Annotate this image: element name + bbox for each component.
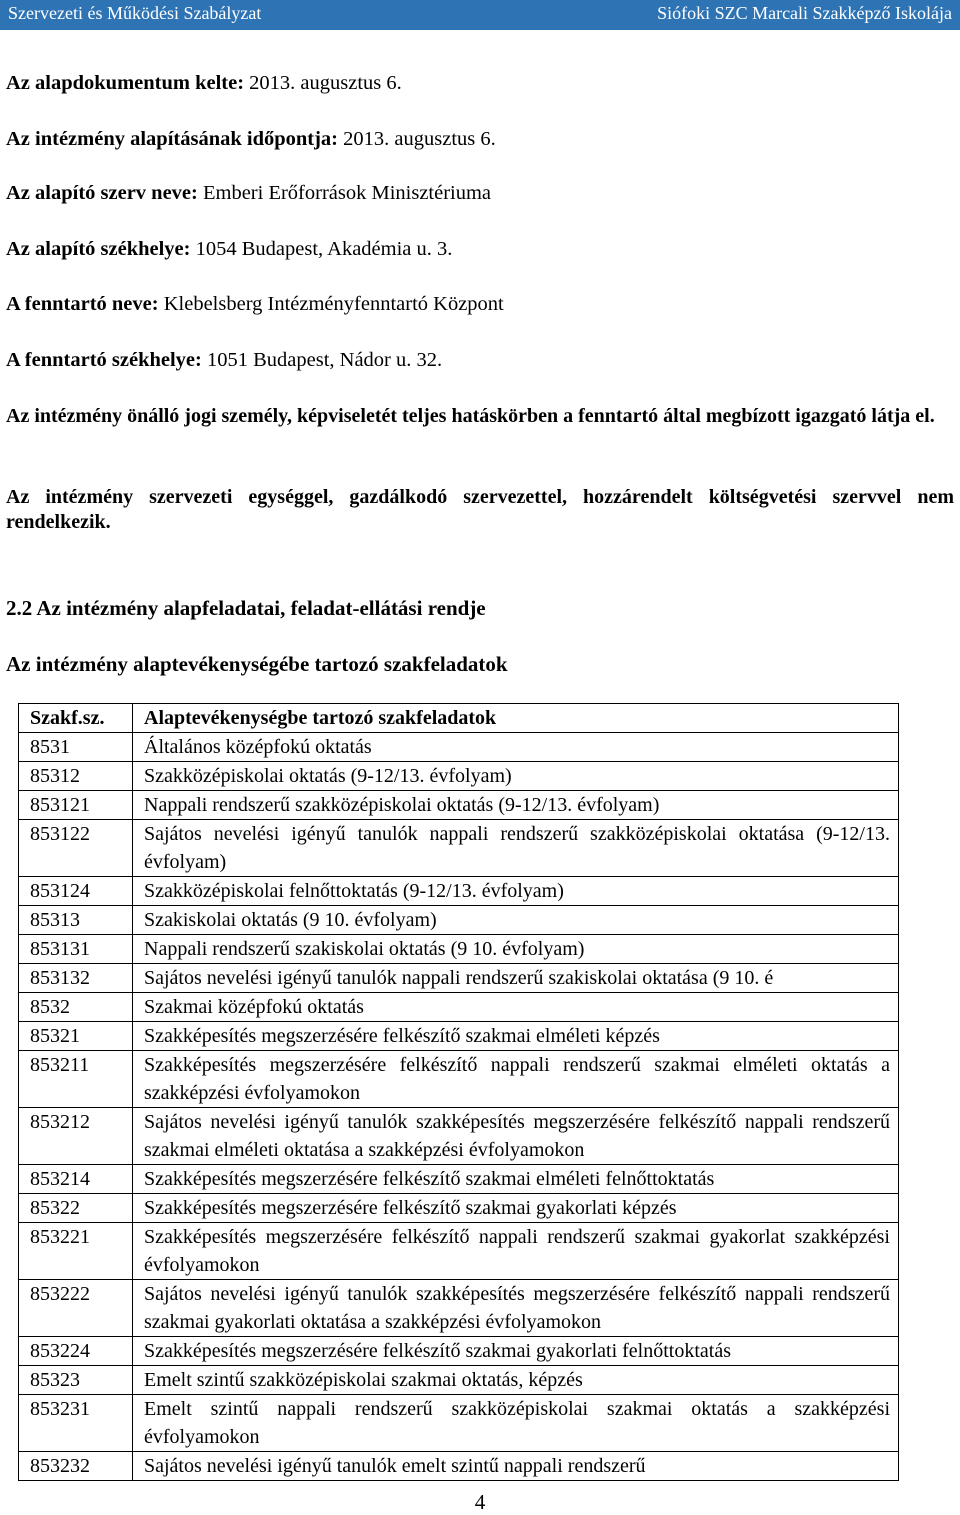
info-value: Klebelsberg Intézményfenntartó Központ <box>163 293 504 315</box>
subsection-title: Az intézmény alaptevékenységébe tartozó szakfeladatok <box>6 652 508 676</box>
info-line-maintainer-seat <box>6 347 442 373</box>
section-title: 2.2 Az intézmény alapfeladatai, feladat-ellátási rendje <box>6 596 486 620</box>
task-code: 85313 <box>19 906 133 935</box>
task-code: 853212 <box>19 1108 133 1165</box>
task-code-table <box>18 703 899 1481</box>
task-description: Általános középfokú oktatás <box>133 733 899 762</box>
info-line-founding-date <box>6 126 496 152</box>
task-description: Sajátos nevelési igényű tanulók szakképesítés megszerzésére felkészítő nappali rendszerű szakmai gyakorlati oktatása a szakképzési évfolyamokon <box>133 1280 899 1337</box>
table-header-row <box>19 704 899 733</box>
table-row <box>19 964 899 993</box>
page-header <box>0 0 960 30</box>
task-code: 853122 <box>19 820 133 877</box>
task-code: 853131 <box>19 935 133 964</box>
table-row <box>19 733 899 762</box>
table-row <box>19 1165 899 1194</box>
table-row <box>19 1223 899 1280</box>
table-row <box>19 877 899 906</box>
table-row <box>19 1366 899 1395</box>
info-line-founder-name <box>6 180 491 206</box>
page-number: 4 <box>474 1490 486 1514</box>
table-row <box>19 791 899 820</box>
task-code: 853224 <box>19 1337 133 1366</box>
task-description: Szakképesítés megszerzésére felkészítő nappali rendszerű szakmai elméleti oktatás a szakképzési évfolyamokon <box>133 1051 899 1108</box>
task-description: Szakképesítés megszerzésére felkészítő szakmai elméleti felnőttoktatás <box>133 1165 899 1194</box>
table-row <box>19 820 899 877</box>
task-description: Szakközépiskolai oktatás (9-12/13. évfolyam) <box>133 762 899 791</box>
table-row <box>19 762 899 791</box>
task-code: 853222 <box>19 1280 133 1337</box>
header-document-title: Szervezeti és Működési Szabályzat <box>8 3 262 23</box>
task-description: Nappali rendszerű szakiskolai oktatás (9 10. évfolyam) <box>133 935 899 964</box>
task-description: Szakképesítés megszerzésére felkészítő szakmai gyakorlati felnőttoktatás <box>133 1337 899 1366</box>
task-code: 853221 <box>19 1223 133 1280</box>
task-description: Szakképesítés megszerzésére felkészítő szakmai gyakorlati képzés <box>133 1194 899 1223</box>
task-code: 853231 <box>19 1395 133 1452</box>
table-row <box>19 1280 899 1337</box>
task-description: Szakközépiskolai felnőttoktatás (9-12/13. évfolyam) <box>133 877 899 906</box>
table-row <box>19 1051 899 1108</box>
info-value: 2013. augusztus 6. <box>343 128 496 150</box>
task-code: 85321 <box>19 1022 133 1051</box>
task-description: Sajátos nevelési igényű tanulók nappali rendszerű szakközépiskolai oktatása (9-12/13. évfolyam) <box>133 820 899 877</box>
table-row <box>19 935 899 964</box>
task-code: 853121 <box>19 791 133 820</box>
info-line-maintainer-name <box>6 291 504 317</box>
paragraph-legal-status: Az intézmény önálló jogi személy, képviseletét teljes hatáskörben a fenntartó által megbízott igazgató látja el. <box>6 405 935 427</box>
info-line-founder-seat <box>6 236 452 262</box>
table-row <box>19 1452 899 1481</box>
task-description: Nappali rendszerű szakközépiskolai oktatás (9-12/13. évfolyam) <box>133 791 899 820</box>
task-code: 853124 <box>19 877 133 906</box>
task-description: Szakmai középfokú oktatás <box>133 993 899 1022</box>
paragraph-organization: Az intézmény szervezeti egységgel, gazdálkodó szervezettel, hozzárendelt költségvetési szervvel nem rendelkezik. <box>6 486 954 533</box>
info-value: 1054 Budapest, Akadémia u. 3. <box>195 238 453 260</box>
task-description: Sajátos nevelési igényű tanulók emelt szintű nappali rendszerű <box>133 1452 899 1481</box>
info-label: Az alapdokumentum kelte: <box>6 72 245 94</box>
task-code: 853214 <box>19 1165 133 1194</box>
task-code: 8532 <box>19 993 133 1022</box>
info-label: Az intézmény alapításának időpontja: <box>6 128 339 150</box>
info-value: 2013. augusztus 6. <box>249 72 402 94</box>
header-school-name: Siófoki SZC Marcali Szakképző Iskolája <box>657 3 952 23</box>
table-row <box>19 1022 899 1051</box>
task-description: Sajátos nevelési igényű tanulók nappali rendszerű szakiskolai oktatása (9 10. é <box>133 964 899 993</box>
table-row <box>19 1194 899 1223</box>
info-value: 1051 Budapest, Nádor u. 32. <box>206 349 443 371</box>
table-row <box>19 1395 899 1452</box>
task-code: 8531 <box>19 733 133 762</box>
task-description: Sajátos nevelési igényű tanulók szakképesítés megszerzésére felkészítő nappali rendszerű szakmai elméleti oktatása a szakképzési évfolyamokon <box>133 1108 899 1165</box>
column-header-description: Alaptevékenységbe tartozó szakfeladatok <box>133 704 899 733</box>
task-description: Szakképesítés megszerzésére felkészítő szakmai elméleti képzés <box>133 1022 899 1051</box>
info-label: Az alapító székhelye: <box>6 238 191 260</box>
info-label: A fenntartó neve: <box>6 293 159 315</box>
task-description: Emelt szintű nappali rendszerű szakközépiskolai szakmai oktatás a szakképzési évfolyamokon <box>133 1395 899 1452</box>
table-row <box>19 1108 899 1165</box>
table-row <box>19 993 899 1022</box>
task-code: 85322 <box>19 1194 133 1223</box>
table-row <box>19 1337 899 1366</box>
task-code: 853132 <box>19 964 133 993</box>
info-line-document-date <box>6 70 402 96</box>
task-code: 85312 <box>19 762 133 791</box>
task-code: 853232 <box>19 1452 133 1481</box>
task-description: Szakképesítés megszerzésére felkészítő nappali rendszerű szakmai gyakorlat szakképzési évfolyamokon <box>133 1223 899 1280</box>
task-code: 85323 <box>19 1366 133 1395</box>
info-label: Az alapító szerv neve: <box>6 182 198 204</box>
info-value: Emberi Erőforrások Minisztériuma <box>202 182 492 204</box>
task-code: 853211 <box>19 1051 133 1108</box>
info-label: A fenntartó székhelye: <box>6 349 202 371</box>
table-row <box>19 906 899 935</box>
column-header-code: Szakf.sz. <box>19 704 133 733</box>
task-description: Szakiskolai oktatás (9 10. évfolyam) <box>133 906 899 935</box>
task-description: Emelt szintű szakközépiskolai szakmai oktatás, képzés <box>133 1366 899 1395</box>
